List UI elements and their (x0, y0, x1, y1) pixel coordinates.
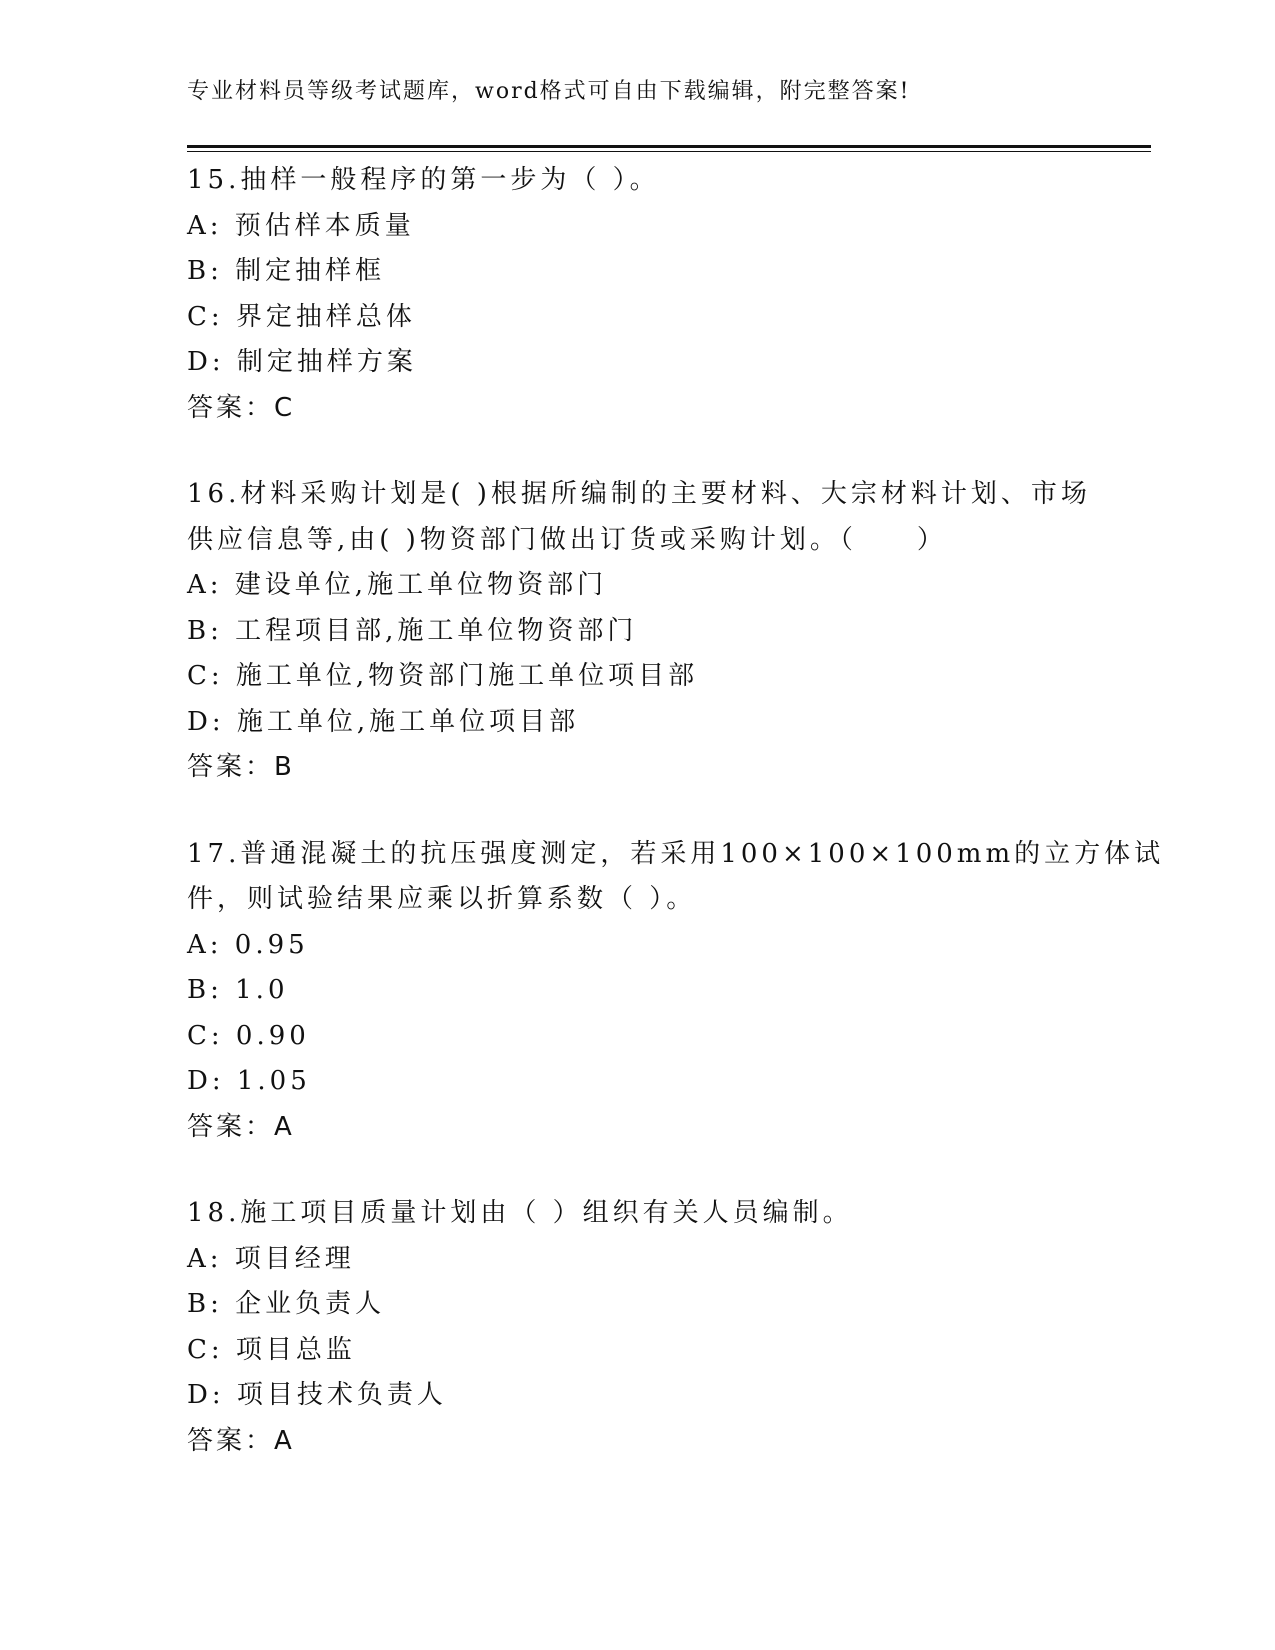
option-d: D: 施工单位,施工单位项目部 (187, 706, 580, 737)
option-b: B: 1.0 (187, 975, 289, 1005)
option-c: C: 界定抽样总体 (187, 301, 416, 332)
answer-line: 答案：B (187, 752, 295, 782)
question-stem: 17.普通混凝土的抗压强度测定，若采用100×100×100mm的立方体试 (187, 838, 1165, 869)
option-a: A: 项目经理 (187, 1243, 355, 1274)
option-c: C: 施工单位,物资部门施工单位项目部 (187, 661, 699, 691)
question-16 (187, 472, 1091, 791)
option-b: B: 工程项目部,施工单位物资部门 (187, 615, 638, 646)
answer-line: 答案：C (187, 392, 296, 423)
option-c: C: 项目总监 (187, 1334, 356, 1365)
option-d: D: 项目技术负责人 (187, 1380, 447, 1410)
option-a: A: 0.95 (187, 929, 309, 960)
option-a: A: 预估样本质量 (187, 210, 415, 241)
option-c: C: 0.90 (187, 1020, 310, 1051)
option-d: D: 制定抽样方案 (187, 347, 417, 377)
option-a: A: 建设单位,施工单位物资部门 (187, 570, 608, 600)
question-17 (187, 832, 1165, 1151)
question-stem: 16.材料采购计划是( )根据所编制的主要材料、大宗材料计划、市场 (187, 479, 1091, 509)
option-b: B: 制定抽样框 (187, 256, 386, 286)
page-header: 专业材料员等级考试题库，word格式可自由下载编辑，附完整答案! (187, 79, 911, 104)
question-stem: 15.抽样一般程序的第一步为（ ）。 (187, 165, 660, 195)
question-stem-continued: 件，则试验结果应乘以折算系数（ ）。 (187, 884, 697, 914)
answer-line: 答案：A (187, 1111, 295, 1142)
header-divider-thick (187, 145, 1151, 148)
question-stem-continued: 供应信息等,由( )物资部门做出订货或采购计划。（ ） (187, 524, 947, 555)
question-15 (187, 158, 1087, 431)
header-divider-thin (187, 151, 1151, 152)
answer-line: 答案：A (187, 1425, 295, 1456)
option-b: B: 企业负责人 (187, 1289, 386, 1319)
question-18 (187, 1191, 1087, 1464)
option-d: D: 1.05 (187, 1066, 311, 1096)
question-list (187, 158, 1165, 1505)
question-stem: 18.施工项目质量计划由（ ）组织有关人员编制。 (187, 1198, 853, 1228)
